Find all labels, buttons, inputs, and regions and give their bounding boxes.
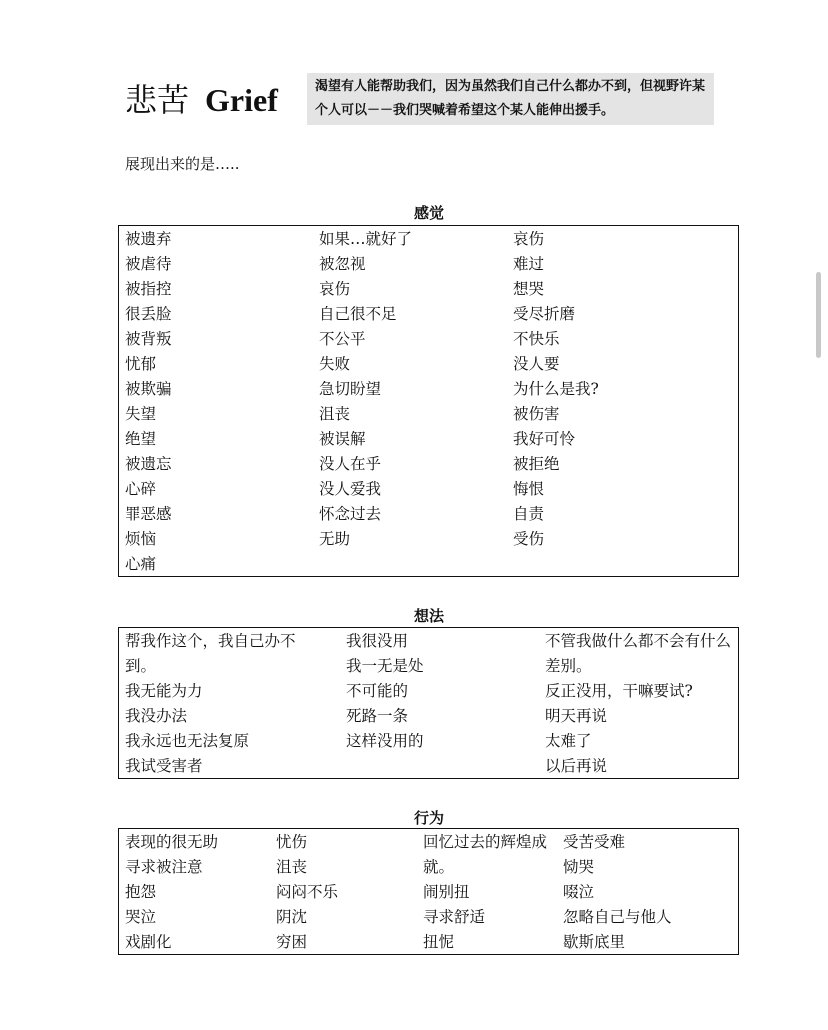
behaviors-title: 行为 <box>413 809 444 827</box>
feeling-item: 很丢脸 <box>125 305 172 323</box>
feeling-item: 没人爱我 <box>319 480 382 498</box>
feeling-item: 受尽折磨 <box>513 305 576 323</box>
intro-text: 展现出来的是….. <box>125 155 240 173</box>
feeling-item: 我好可怜 <box>513 430 576 448</box>
thoughts-column-3 <box>545 629 735 779</box>
thought-item: 不可能的 <box>346 682 409 700</box>
feeling-item: 哀伤 <box>319 280 351 298</box>
feelings-column-2 <box>319 227 412 552</box>
behavior-item: 回忆过去的辉煌成就。 <box>423 833 548 876</box>
feeling-item: 被指控 <box>125 280 172 298</box>
feeling-item: 不快乐 <box>513 330 560 348</box>
behaviors-column-3 <box>423 830 555 955</box>
feeling-item: 沮丧 <box>319 405 351 423</box>
page-title <box>125 78 278 122</box>
behavior-item: 歇斯底里 <box>563 933 626 951</box>
feeling-item: 烦恼 <box>125 530 157 548</box>
behaviors-table <box>118 828 739 955</box>
thought-item: 这样没用的 <box>346 732 424 750</box>
feeling-item: 怀念过去 <box>319 505 382 523</box>
behavior-item: 寻求舒适 <box>423 908 486 926</box>
behavior-item: 穷困 <box>276 933 308 951</box>
feeling-item: 被虐待 <box>125 255 172 273</box>
behavior-item: 啜泣 <box>563 883 595 901</box>
feeling-item: 失败 <box>319 355 351 373</box>
feeling-item: 被遗弃 <box>125 230 172 248</box>
feeling-item: 没人要 <box>513 355 560 373</box>
feeling-item: 被拒绝 <box>513 455 560 473</box>
feeling-item: 心碎 <box>125 480 157 498</box>
behavior-item: 哭泣 <box>125 908 157 926</box>
feeling-item: 自己很不足 <box>319 305 397 323</box>
scrollbar-thumb[interactable] <box>816 272 821 358</box>
feeling-item: 受伤 <box>513 530 545 548</box>
feeling-item: 如果…就好了 <box>319 230 413 248</box>
feeling-item: 不公平 <box>319 330 366 348</box>
feeling-item: 被忽视 <box>319 255 366 273</box>
thoughts-title: 想法 <box>413 607 444 625</box>
feelings-column-1 <box>125 227 172 577</box>
behaviors-column-4 <box>563 830 672 955</box>
behavior-item: 忽略自己与他人 <box>563 908 672 926</box>
thought-item: 不管我做什么都不会有什么差别。 <box>545 632 732 675</box>
feeling-item: 失望 <box>125 405 157 423</box>
thought-item: 明天再说 <box>545 707 608 725</box>
feelings-table <box>118 225 739 577</box>
behavior-item: 扭怩 <box>423 933 455 951</box>
behavior-item: 闹别扭 <box>423 883 470 901</box>
feeling-item: 被伤害 <box>513 405 560 423</box>
thought-item: 反正没用，干嘛要试? <box>545 682 693 700</box>
definition-quote: 渴望有人能帮助我们，因为虽然我们自己什么都办不到，但视野许某个人可以－－我们哭喊着希望这个某人能伸出援手。 <box>307 73 714 125</box>
behavior-item: 闷闷不乐 <box>276 883 339 901</box>
behavior-item: 戏剧化 <box>125 933 172 951</box>
title-chinese: 悲苦 <box>125 81 190 119</box>
behavior-item: 受苦受难 <box>563 833 626 851</box>
feeling-item: 心痛 <box>125 555 157 573</box>
thought-item: 我没办法 <box>125 707 188 725</box>
feeling-item: 想哭 <box>513 280 545 298</box>
feelings-column-3 <box>513 227 599 552</box>
behavior-item: 沮丧 <box>276 858 308 876</box>
feeling-item: 被欺骗 <box>125 380 172 398</box>
feeling-item: 难过 <box>513 255 545 273</box>
feeling-item: 罪恶感 <box>125 505 172 523</box>
behavior-item: 阴沈 <box>276 908 308 926</box>
thought-item: 我一无是处 <box>346 657 424 675</box>
thought-item: 我无能为力 <box>125 682 203 700</box>
feeling-item: 没人在乎 <box>319 455 382 473</box>
thought-item: 死路一条 <box>346 707 409 725</box>
behavior-item: 恸哭 <box>563 858 595 876</box>
behaviors-column-2 <box>276 830 338 955</box>
behaviors-column-1 <box>125 830 218 955</box>
thoughts-column-1 <box>125 629 325 779</box>
feeling-item: 被遗忘 <box>125 455 172 473</box>
feeling-item: 哀伤 <box>513 230 545 248</box>
feelings-title: 感觉 <box>413 204 444 222</box>
feeling-item: 无助 <box>319 530 351 548</box>
thoughts-table <box>118 627 739 779</box>
thought-item: 太难了 <box>545 732 592 750</box>
feeling-item: 为什么是我? <box>513 380 599 398</box>
behavior-item: 寻求被注意 <box>125 858 203 876</box>
thought-item: 以后再说 <box>545 757 608 775</box>
feeling-item: 被误解 <box>319 430 366 448</box>
behavior-item: 忧伤 <box>276 833 308 851</box>
behavior-item: 表现的很无助 <box>125 833 219 851</box>
thought-item: 我永远也无法复原 <box>125 732 250 750</box>
feeling-item: 绝望 <box>125 430 157 448</box>
feeling-item: 自责 <box>513 505 545 523</box>
feeling-item: 急切盼望 <box>319 380 382 398</box>
behavior-item: 抱怨 <box>125 883 157 901</box>
title-english: Grief <box>205 82 278 118</box>
feeling-item: 被背叛 <box>125 330 172 348</box>
thought-item: 我很没用 <box>346 632 409 650</box>
thought-item: 我试受害者 <box>125 757 203 775</box>
feeling-item: 忧郁 <box>125 355 157 373</box>
feeling-item: 悔恨 <box>513 480 545 498</box>
thought-item: 帮我作这个，我自己办不到。 <box>125 632 296 675</box>
thoughts-column-2 <box>346 629 446 754</box>
